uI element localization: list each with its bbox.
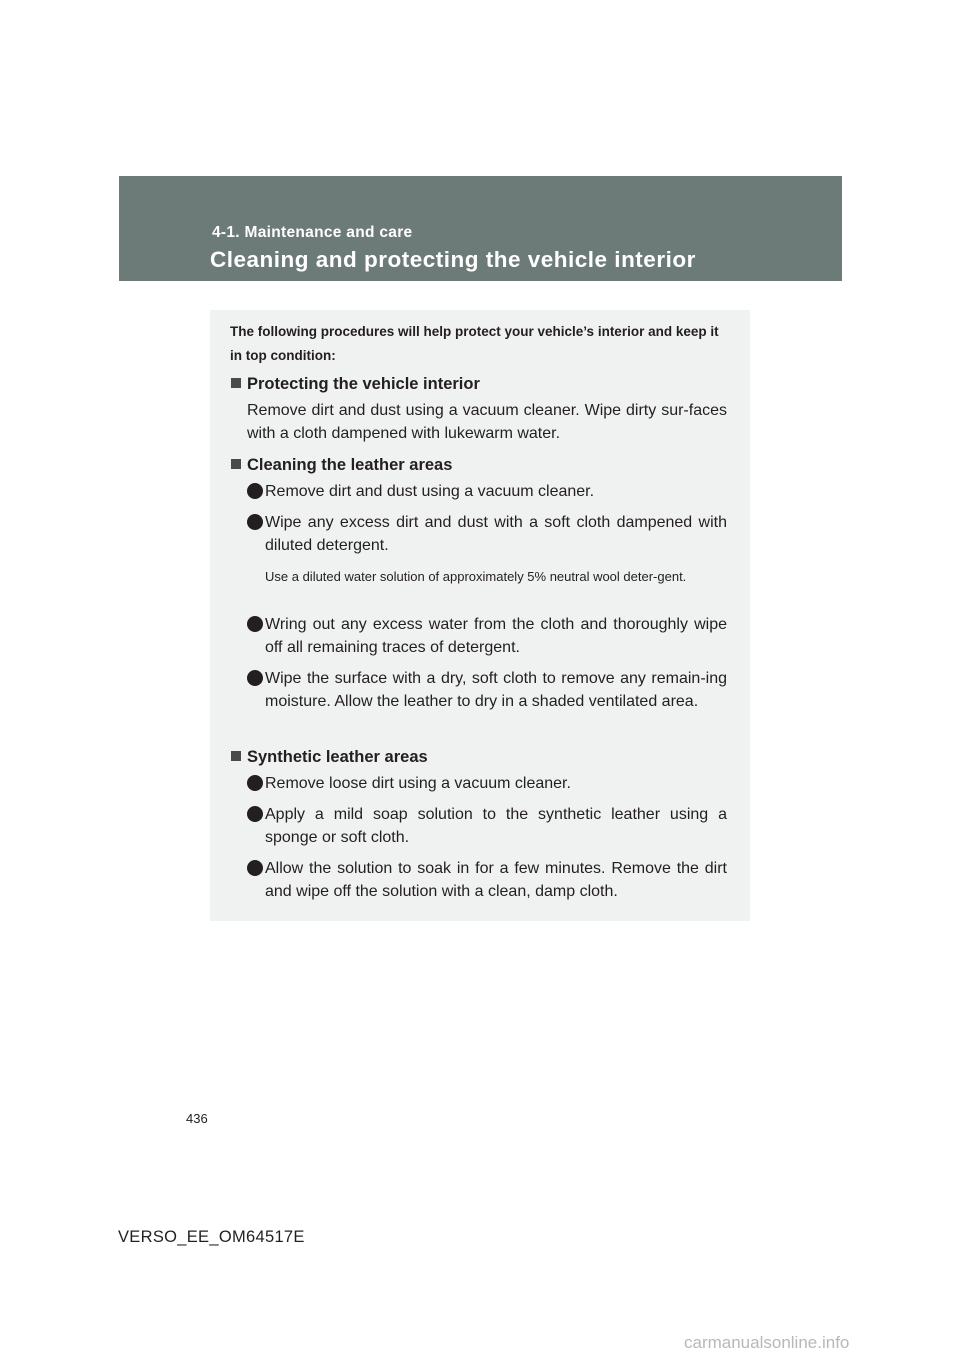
list-item [247, 667, 727, 713]
list-item-text: Wipe any excess dirt and dust with a soft cloth dampened with diluted detergent. [265, 514, 727, 554]
list-item-text: Remove loose dirt using a vacuum cleaner. [265, 775, 571, 792]
round-bullet-icon [247, 670, 263, 686]
page-title: Cleaning and protecting the vehicle interior [210, 247, 696, 272]
note-text: Use a diluted water solution of approximately 5% neutral wool deter-gent. [265, 569, 687, 584]
section-heading-leather [231, 454, 452, 476]
content-box [210, 310, 750, 921]
list-item [247, 772, 727, 795]
list-item [247, 613, 727, 659]
list-item [247, 803, 727, 849]
section-heading-label: Synthetic leather areas [247, 748, 428, 766]
round-bullet-icon [247, 483, 263, 499]
round-bullet-icon [247, 514, 263, 530]
list-item-text: Wring out any excess water from the cloth and thoroughly wipe off all remaining traces of detergent. [265, 616, 727, 656]
round-bullet-icon [247, 806, 263, 822]
list-item [247, 480, 727, 503]
square-bullet-icon [231, 751, 241, 761]
list-item-text: Wipe the surface with a dry, soft cloth to remove any remain-ing moisture. Allow the leather to dry in a shaded ventilated area. [265, 670, 727, 710]
round-bullet-icon [247, 775, 263, 791]
page-number: 436 [186, 1111, 208, 1126]
round-bullet-icon [247, 860, 263, 876]
watermark: carmanualsonline.info [684, 1333, 850, 1352]
list-item-text: Remove dirt and dust using a vacuum cleaner. [265, 483, 595, 500]
section-heading-synthetic [231, 746, 428, 768]
square-bullet-icon [231, 459, 241, 469]
list-item [247, 857, 727, 903]
section-heading-label: Cleaning the leather areas [247, 456, 453, 474]
header-band [119, 176, 842, 281]
square-bullet-icon [231, 378, 241, 388]
list-item [247, 511, 727, 557]
section-label: 4-1. Maintenance and care [212, 224, 413, 241]
section-heading-protecting [231, 373, 480, 395]
list-item-text: Allow the solution to soak in for a few minutes. Remove the dirt and wipe off the solution with a clean, damp cloth. [265, 860, 727, 900]
document-code: VERSO_EE_OM64517E [118, 1228, 305, 1246]
round-bullet-icon [247, 616, 263, 632]
section-heading-label: Protecting the vehicle interior [247, 375, 480, 393]
intro-text: The following procedures will help protect your vehicle’s interior and keep it in top condition: [230, 324, 719, 363]
list-item-text: Apply a mild soap solution to the synthetic leather using a sponge or soft cloth. [265, 806, 727, 846]
section-paragraph: Remove dirt and dust using a vacuum cleaner. Wipe dirty sur-faces with a cloth dampened with lukewarm water. [247, 402, 727, 442]
